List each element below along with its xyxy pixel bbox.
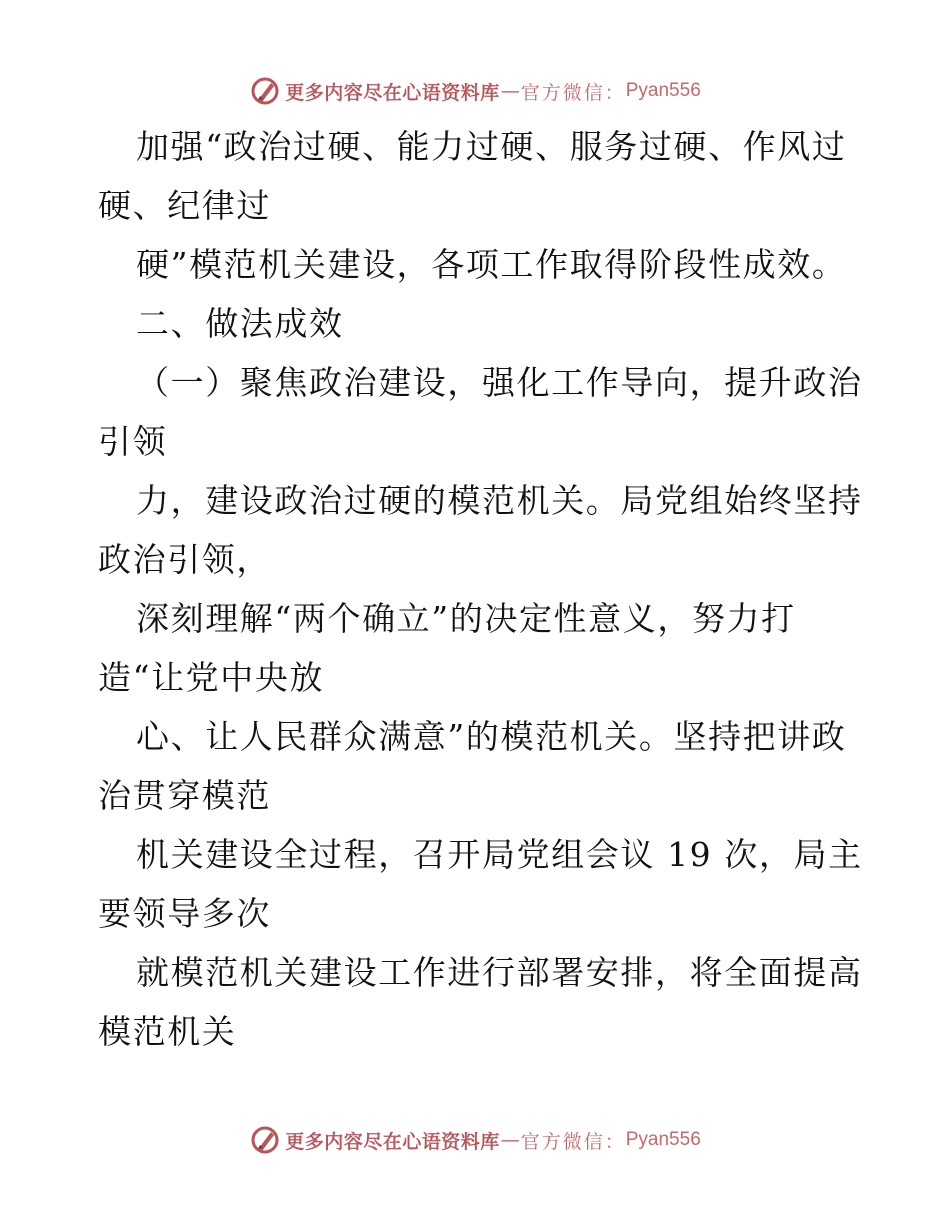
banner-main-text: 更多内容尽在心语资料库 xyxy=(285,1130,500,1153)
header-banner xyxy=(0,71,950,111)
paragraph xyxy=(98,589,858,707)
text-line: 要领导多次 xyxy=(98,894,271,933)
banner-dash: — xyxy=(500,1129,520,1151)
document-body xyxy=(98,117,863,1061)
text-line: 心、让人民群众满意”的模范机关。坚持把讲政 xyxy=(136,717,847,756)
section-heading xyxy=(98,294,858,353)
paragraph xyxy=(98,943,863,1061)
paragraph xyxy=(98,235,858,294)
banner-wechat-id: Pyan556 xyxy=(625,80,701,101)
text-line: 硬、纪律过 xyxy=(98,186,271,225)
text-line: 造“让党中央放 xyxy=(98,658,325,697)
banner-dash: — xyxy=(500,80,520,102)
footer-banner xyxy=(0,1120,950,1160)
text-line: 硬”模范机关建设，各项工作取得阶段性成效。 xyxy=(136,245,847,284)
paragraph xyxy=(98,353,863,471)
text-line: 机关建设全过程，召开局党组会议 19 次，局主 xyxy=(136,835,863,874)
banner-wechat-label: 官方微信： xyxy=(520,81,626,104)
banner-wechat-label: 官方微信： xyxy=(520,1130,626,1153)
banner-main-text: 更多内容尽在心语资料库 xyxy=(285,81,500,104)
paragraph xyxy=(98,707,858,825)
text-line: 政治引领， xyxy=(98,540,271,579)
text-line: 治贯穿模范 xyxy=(98,776,271,815)
paragraph xyxy=(98,117,858,235)
paragraph xyxy=(98,471,863,589)
pen-nib-logo-icon xyxy=(249,75,281,107)
text-line: 模范机关 xyxy=(98,1012,237,1051)
text-line: 加强“政治过硬、能力过硬、服务过硬、作风过 xyxy=(136,127,847,166)
text-line: 二、做法成效 xyxy=(136,304,344,343)
text-line: 就模范机关建设工作进行部署安排，将全面提高 xyxy=(136,953,863,992)
paragraph xyxy=(98,825,863,943)
text-line: 力，建设政治过硬的模范机关。局党组始终坚持 xyxy=(136,481,863,520)
text-line: 引领 xyxy=(98,422,168,461)
text-line: （一）聚焦政治建设，强化工作导向，提升政治 xyxy=(136,363,863,402)
pen-nib-logo-icon xyxy=(249,1124,281,1156)
text-line: 深刻理解“两个确立”的决定性意义，努力打 xyxy=(136,599,796,638)
banner-wechat-id: Pyan556 xyxy=(625,1129,701,1150)
